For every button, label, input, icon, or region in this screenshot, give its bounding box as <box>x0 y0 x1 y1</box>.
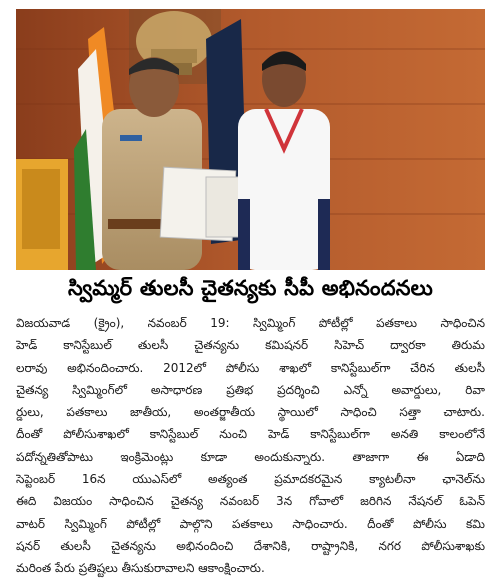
article-line: లరావు అభినందించారు. 2012లో పోలీసు శాఖలో కానిస్టేబుల్‌గా చేరిన తులసీ <box>16 360 485 375</box>
article-line: హెడ్ కానిస్టేబుల్ తులసీ చైతన్యను కమిషనర్ సిహెచ్ ద్వారకా తిరుమ <box>16 338 485 353</box>
article-line: ఈది విజయం సాధించిన చైతన్య నవంబర్ 3న గోవాలో జరిగిన నేషనల్ ఓపెన్ <box>16 494 485 509</box>
chair <box>16 159 68 270</box>
article-line: విజయవాడ (క్రైం), నవంబర్ 19: స్విమ్మింగ్ పోటీల్లో పతకాలు సాధించిన <box>16 316 485 330</box>
article-body <box>16 312 485 580</box>
article-line: షనర్ తులసీ చైతన్యను అభినందించి దేశానికి, రాష్ట్రానికి, నగర పోలీసుశాఖకు <box>16 538 485 553</box>
article-line: సెప్టెంబర్ 16న యుఎస్‌లో అత్యంత ప్రమాదకరమైన క్యాటలీనా ఛానెల్‌ను <box>16 472 485 487</box>
article-line: పదోన్నతితోపాటు ఇంక్రిమెంట్లు కూడా అందుకున్నారు. తాజాగా ఈ ఏడాది <box>16 449 485 464</box>
article-line: దీంతో పోలీసుశాఖలో కానిస్టేబుల్ నుంచి హెడ్ కానిస్టేబుల్‌గా అనతి కాలంలోనే <box>16 427 485 442</box>
article-line: మరింత పేరు ప్రతిష్టలు తీసుకురావాలని ఆకాంక్షించారు. <box>16 561 265 576</box>
article-line: వాటర్ స్విమ్మింగ్ పోటీల్లో పాల్గొని పతకాలు సాధించారు. దీంతో పోలీసు కమి <box>16 516 485 531</box>
news-photo <box>16 9 485 270</box>
article-line: చైతన్య స్విమ్మింగ్‌లో అసాధారణ ప్రతిభ ప్రదర్శించి ఎన్నో అవార్డులు, రివా <box>16 382 485 397</box>
article-line: ర్డులు, పతకాలు జాతీయ, అంతర్జాతీయ స్థాయిలో సాధించి సత్తా చాటారు. <box>16 405 485 420</box>
headline: స్విమ్మర్ తులసీ చైతన్యకు సీపీ అభినందనలు <box>67 276 434 300</box>
